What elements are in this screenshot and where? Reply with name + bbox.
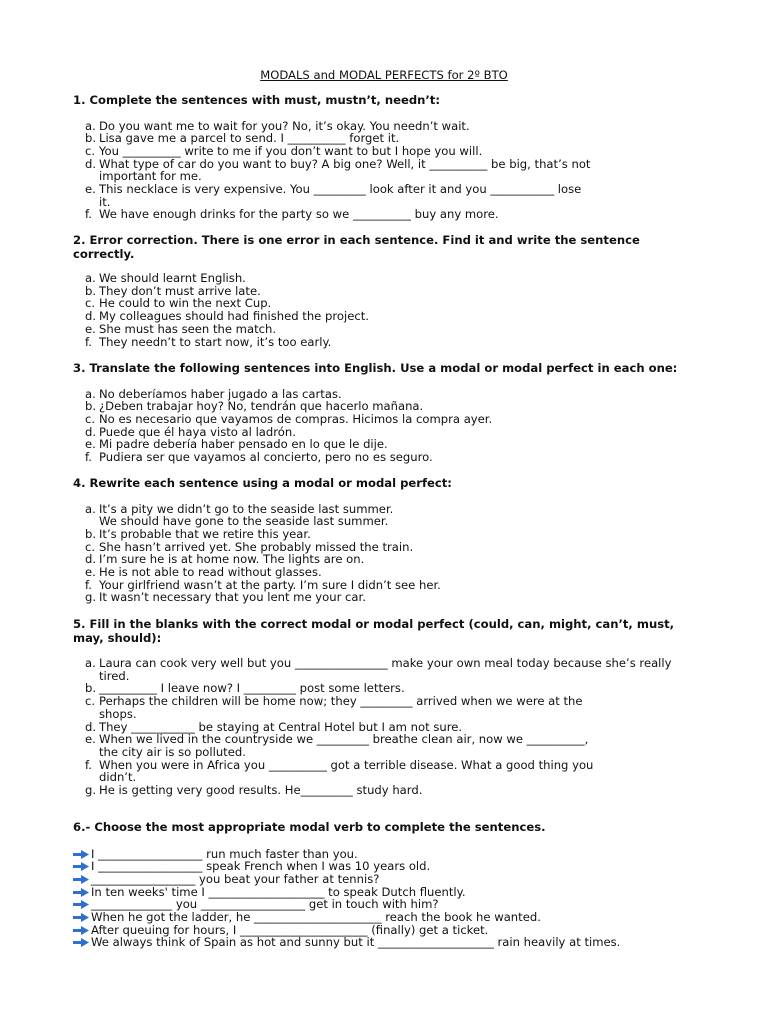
- section-4: [73, 477, 703, 604]
- item-list: [73, 388, 703, 464]
- list-item: e. She must has seen the match.: [85, 321, 277, 336]
- list-item: e. When we lived in the countryside we _________ breathe clean air, now we __________, the city air is so polluted.: [85, 732, 589, 759]
- list-item: c. No es necesario que vayamos de compras. Hicimos la compra ayer.: [85, 411, 493, 426]
- list-item: d. Puede que él haya visto al ladrón.: [85, 424, 296, 439]
- arrow-bullet-icon: [73, 938, 89, 947]
- item-list: [73, 848, 703, 950]
- page-title: MODALS and MODAL PERFECTS for 2º BTO: [260, 68, 508, 82]
- arrow-bullet-icon: [73, 862, 89, 871]
- section-heading: 4. Rewrite each sentence using a modal or modal perfect:: [73, 476, 452, 490]
- list-item: When he got the ladder, he ______________________ reach the book he wanted.: [73, 911, 703, 924]
- list-item: b. Lisa gave me a parcel to send. I __________ forget it.: [85, 131, 400, 146]
- arrow-bullet-icon: [73, 913, 89, 922]
- item-list: [73, 657, 703, 797]
- section-6: [73, 821, 703, 949]
- section-1: [73, 94, 703, 221]
- section-3: [73, 362, 703, 464]
- list-item: e. This necklace is very expensive. You _________ look after it and you ___________ lose it.: [85, 182, 582, 209]
- list-item: g. It wasn’t necessary that you lent me your car.: [85, 590, 366, 605]
- item-list: [73, 120, 703, 222]
- list-item: f. When you were in Africa you __________ got a terrible disease. What a good thing you didn’t.: [85, 757, 594, 785]
- list-item: We always think of Spain as hot and sunny but it ____________________ rain heavily at times.: [73, 936, 703, 949]
- list-item: f. Your girlfriend wasn’t at the party. I’m sure I didn’t see her.: [85, 577, 441, 592]
- list-item: b. ¿Deben trabajar hoy? No, tendrán que hacerlo mañana.: [85, 399, 424, 414]
- item-list: [73, 503, 703, 605]
- list-item: __________________ you beat your father at tennis?: [73, 873, 703, 886]
- arrow-bullet-icon: [73, 875, 89, 884]
- list-item: d. They ___________ be staying at Central Hotel but I am not sure.: [85, 719, 463, 734]
- list-item: c. You __________ write to me if you don’t want to but I hope you will.: [85, 143, 483, 158]
- list-item: c. Perhaps the children will be home now; they _________ arrived when we were at the shops.: [85, 694, 583, 721]
- list-item: d. What type of car do you want to buy? A big one? Well, it __________ be big, that’s not important for me.: [85, 156, 591, 184]
- section-heading: 3. Translate the following sentences into English. Use a modal or modal perfect in each one:: [73, 361, 678, 375]
- list-item: I __________________ speak French when I was 10 years old.: [73, 860, 703, 873]
- list-item: g. He is getting very good results. He_________ study hard.: [85, 783, 423, 798]
- item-list: [73, 272, 703, 348]
- list-item: b. __________ I leave now? I _________ post some letters.: [85, 681, 405, 696]
- list-item: f. We have enough drinks for the party so we __________ buy any more.: [85, 207, 499, 222]
- section-heading: 6.- Choose the most appropriate modal verb to complete the sentences.: [73, 820, 546, 834]
- section-heading: 1. Complete the sentences with must, mustn’t, needn’t:: [73, 93, 440, 107]
- list-item: a. Laura can cook very well but you ________________ make your own meal today because she’s really tired.: [85, 656, 672, 683]
- list-item: ______________ you __________________ get in touch with him?: [73, 898, 703, 911]
- list-item: a. No deberíamos haber jugado a las cartas.: [85, 386, 342, 401]
- list-item: I __________________ run much faster than you.: [73, 848, 703, 861]
- list-item: b. They don’t must arrive late.: [85, 283, 261, 298]
- arrow-bullet-icon: [73, 926, 89, 935]
- arrow-bullet-icon: [73, 888, 89, 897]
- arrow-bullet-icon: [73, 900, 89, 909]
- section-5: [73, 618, 703, 797]
- arrow-bullet-icon: [73, 850, 89, 859]
- section-2: [73, 234, 703, 348]
- section-heading: 5. Fill in the blanks with the correct modal or modal perfect (could, can, might, can’t, must, may, should):: [73, 617, 675, 645]
- list-item: e. He is not able to read without glasses.: [85, 565, 322, 580]
- list-item: a. We should learnt English.: [85, 271, 246, 285]
- list-item: a. Do you want me to wait for you? No, it’s okay. You needn’t wait.: [85, 118, 470, 133]
- list-item: e. Mi padre debería haber pensado en lo que le dije.: [85, 437, 388, 452]
- list-item: d. My colleagues should had finished the project.: [85, 309, 369, 324]
- list-item: f. Pudiera ser que vayamos al concierto, pero no es seguro.: [85, 450, 433, 465]
- list-item: a. It’s a pity we didn’t go to the seaside last summer. We should have gone to the seaside last summer.: [85, 501, 394, 529]
- list-item: b. It’s probable that we retire this year.: [85, 526, 311, 541]
- list-item: c. She hasn’t arrived yet. She probably missed the train.: [85, 539, 414, 554]
- list-item: d. I’m sure he is at home now. The lights are on.: [85, 552, 365, 567]
- list-item: c. He could to win the next Cup.: [85, 296, 272, 311]
- list-item: f. They needn’t to start now, it’s too early.: [85, 334, 332, 349]
- section-heading: 2. Error correction. There is one error in each sentence. Find it and write the sentence correctly.: [73, 233, 640, 261]
- list-item: In ten weeks' time I ____________________ to speak Dutch fluently.: [73, 886, 703, 899]
- list-item: After queuing for hours, I ______________________ (finally) get a ticket.: [73, 924, 703, 937]
